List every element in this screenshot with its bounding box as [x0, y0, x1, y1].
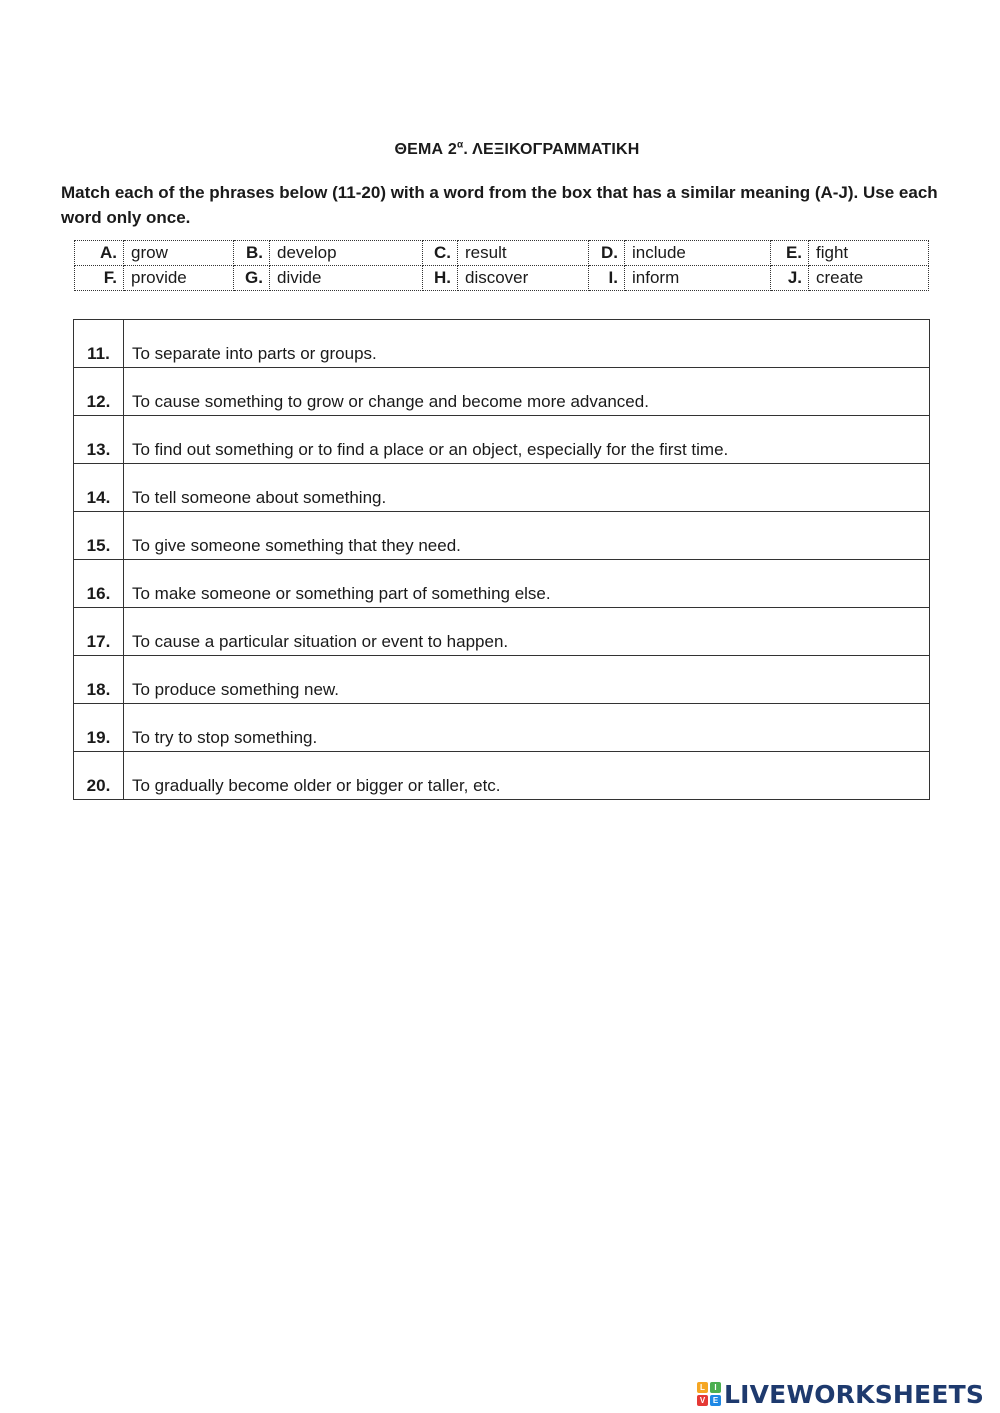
definition-text: To make someone or something part of something else. — [124, 560, 930, 608]
definition-row — [74, 560, 930, 608]
word-box-word: inform — [625, 266, 771, 291]
definition-text: To gradually become older or bigger or taller, etc. — [124, 752, 930, 800]
definition-number: 11. — [74, 320, 124, 368]
word-box-word: develop — [270, 241, 423, 266]
definition-number: 18. — [74, 656, 124, 704]
title-rest: . ΛΕΞΙΚΟΓΡΑΜΜΑΤΙΚΗ — [463, 141, 640, 158]
definition-text: To separate into parts or groups. — [124, 320, 930, 368]
word-box-word: result — [458, 241, 589, 266]
definition-text: To tell someone about something. — [124, 464, 930, 512]
definition-number: 13. — [74, 416, 124, 464]
word-box-word: include — [625, 241, 771, 266]
definition-row — [74, 752, 930, 800]
definition-number: 14. — [74, 464, 124, 512]
logo-mark-icon — [697, 1382, 721, 1406]
word-box-row — [75, 241, 929, 266]
logo-mark-tile: E — [710, 1395, 721, 1406]
definition-text: To cause a particular situation or event to happen. — [124, 608, 930, 656]
instructions: Match each of the phrases below (11-20) with a word from the box that has a similar meaning (A-J). Use each word only once. — [61, 183, 938, 227]
definition-row — [74, 704, 930, 752]
word-box-word: divide — [270, 266, 423, 291]
title-superscript: α — [457, 139, 464, 151]
word-box-letter: J. — [771, 266, 809, 291]
definition-number: 17. — [74, 608, 124, 656]
word-box-letter: F. — [75, 266, 124, 291]
word-box-word: discover — [458, 266, 589, 291]
definition-number: 15. — [74, 512, 124, 560]
definition-row — [74, 512, 930, 560]
word-box-letter: B. — [234, 241, 270, 266]
logo-mark-tile: V — [697, 1395, 708, 1406]
definition-row — [74, 416, 930, 464]
definition-row — [74, 656, 930, 704]
word-box-word: provide — [124, 266, 234, 291]
definition-row — [74, 608, 930, 656]
word-box-row — [75, 266, 929, 291]
word-box — [74, 240, 929, 291]
logo-mark-tile: I — [710, 1382, 721, 1393]
definition-number: 20. — [74, 752, 124, 800]
definition-number: 16. — [74, 560, 124, 608]
definition-text: To find out something or to find a place or an object, especially for the first time. — [124, 416, 930, 464]
word-box-letter: E. — [771, 241, 809, 266]
definition-text: To give someone something that they need. — [124, 512, 930, 560]
definition-row — [74, 368, 930, 416]
title-main: ΘΕΜΑ 2 — [394, 141, 458, 158]
word-box-letter: H. — [423, 266, 458, 291]
liveworksheets-logo — [697, 1378, 984, 1410]
definition-row — [74, 464, 930, 512]
logo-mark-tile: L — [697, 1382, 708, 1393]
definition-text: To cause something to grow or change and become more advanced. — [124, 368, 930, 416]
word-box-word: create — [809, 266, 929, 291]
word-box-letter: G. — [234, 266, 270, 291]
logo-text: LIVEWORKSHEETS — [724, 1379, 985, 1409]
definitions-table — [73, 319, 930, 800]
definition-row — [74, 320, 930, 368]
word-box-word: fight — [809, 241, 929, 266]
definition-number: 12. — [74, 368, 124, 416]
page-title — [0, 141, 1000, 159]
word-box-letter: I. — [589, 266, 625, 291]
word-box-letter: D. — [589, 241, 625, 266]
definition-text: To try to stop something. — [124, 704, 930, 752]
word-box-word: grow — [124, 241, 234, 266]
word-box-letter: A. — [75, 241, 124, 266]
definition-number: 19. — [74, 704, 124, 752]
word-box-letter: C. — [423, 241, 458, 266]
definition-text: To produce something new. — [124, 656, 930, 704]
